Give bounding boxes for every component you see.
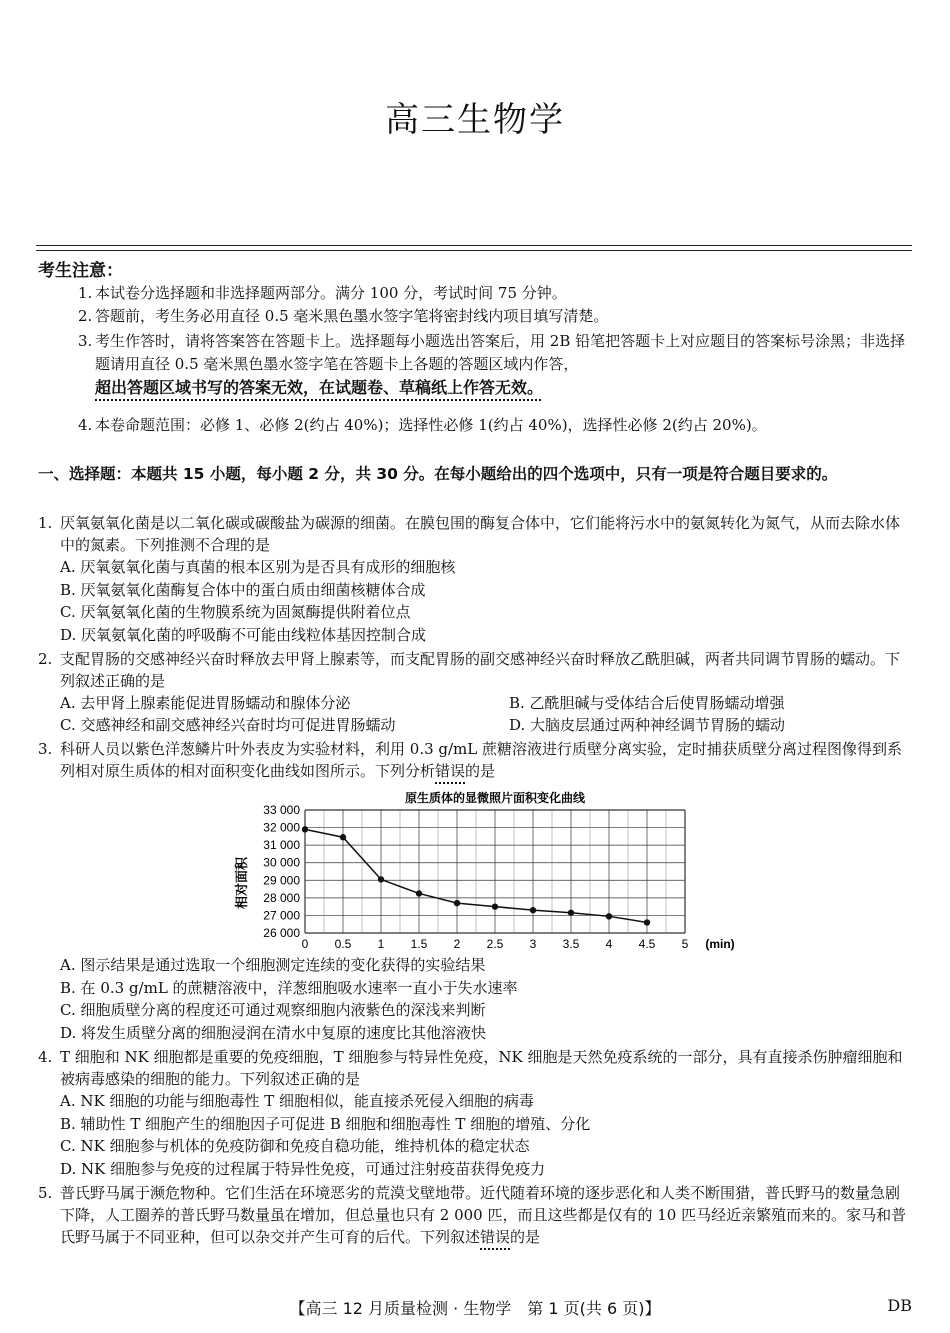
chart-x-tick-label: 1	[377, 937, 385, 951]
question-stem: 支配胃肠的交感神经兴奋时释放去甲肾上腺素等，而支配胃肠的副交感神经兴奋时释放乙酰胆碱，两者共同调节胃肠的蠕动。下列叙述正确的是	[60, 650, 901, 690]
notice-item-text: 答题前，考生务必用直径 0.5 毫米黑色墨水签字笔将密封线内项目填写清楚。	[95, 307, 609, 325]
section-heading: 一、选择题：本题共 15 小题，每小题 2 分，共 30 分。在每小题给出的四个选项中，只有一项是符合题目要求的。	[38, 465, 838, 483]
page-footer: 【高三 12 月质量检测 · 生物学 第 1 页(共 6 页)】	[289, 1299, 661, 1318]
question-1	[38, 512, 914, 556]
notice-item-text: 考生作答时，请将答案答在答题卡上。选择题每小题选出答案后，用 2B 铅笔把答题卡上对应题目的答案标号涂黑；非选择题请用直径 0.5 毫米黑色墨水签字笔在答题卡上各题的答题区域内作答，	[95, 332, 906, 373]
chart-data-point	[492, 903, 498, 909]
question-4	[38, 1046, 914, 1090]
question-stem-end: 的是	[510, 1228, 541, 1246]
chart-y-tick-label: 28 000	[263, 890, 300, 905]
option-b: B. 在 0.3 g/mL 的蔗糖溶液中，洋葱细胞吸水速率一直小于失水速率	[60, 979, 518, 997]
header-rule	[36, 245, 912, 246]
option-c: C. NK 细胞参与机体的免疫防御和免疫自稳功能，维持机体的稳定状态	[60, 1137, 530, 1155]
chart-x-tick-label: 3.5	[562, 937, 580, 951]
question-stem-body	[60, 1182, 914, 1248]
chart-x-tick-label: 0	[301, 937, 309, 951]
chart-x-tick-label: 1.5	[410, 937, 428, 951]
chart-y-tick-label: 26 000	[263, 926, 300, 940]
option-d: D. 将发生质壁分离的细胞浸润在清水中复原的速度比其他溶液快	[60, 1024, 487, 1042]
question-2	[38, 648, 914, 692]
question-stem-end: 的是	[465, 762, 496, 780]
notice-item-body	[95, 330, 914, 400]
chart-x-tick-label: 2	[453, 937, 461, 951]
notice-emphasis: 超出答题区域书写的答案无效，在试题卷、草稿纸上作答无效。	[95, 378, 544, 397]
option-d: D. NK 细胞参与免疫的过程属于特异性免疫，可通过注射疫苗获得免疫力	[60, 1160, 546, 1178]
chart-x-tick-label: 2.5	[486, 937, 504, 951]
question-emphasis: 错误	[480, 1228, 511, 1246]
chart-data-point	[302, 826, 308, 832]
option-a: A. 去甲肾上腺素能促进胃肠蠕动和腺体分泌	[60, 694, 351, 712]
question-number: 5.	[38, 1184, 53, 1202]
option-d: D. 大脑皮层通过两种神经调节胃肠的蠕动	[509, 716, 786, 734]
chart-data-point	[454, 900, 460, 906]
question-number: 1.	[38, 514, 53, 532]
question-stem: 科研人员以紫色洋葱鳞片叶外表皮为实验材料，利用 0.3 g/mL 蔗糖溶液进行质壁分离实验，定时捕获质壁分离过程图像得到系列相对原生质体的相对面积变化曲线如图所示。下列分析	[60, 740, 903, 780]
notice-item-number: 2.	[78, 307, 93, 325]
chart-data-point	[340, 834, 346, 840]
notice-item-text: 本卷命题范围：必修 1、必修 2(约占 40%)；选择性必修 1(约占 40%)，选择性必修 2(约占 20%)。	[95, 416, 767, 434]
chart-y-tick-label: 33 000	[263, 803, 300, 817]
chart-y-tick-label: 29 000	[263, 873, 300, 888]
notice-item-text: 本试卷分选择题和非选择题两部分。满分 100 分，考试时间 75 分钟。	[95, 284, 567, 302]
question-number: 4.	[38, 1048, 53, 1066]
option-b: B. 乙酰胆碱与受体结合后使胃肠蠕动增强	[509, 694, 785, 712]
chart-data-point	[568, 910, 574, 916]
question-5	[38, 1182, 914, 1248]
notice-heading: 考生注意：	[38, 261, 123, 281]
chart-data-point	[378, 876, 384, 882]
question-3	[38, 738, 914, 782]
option-c: C. 细胞质壁分离的程度还可通过观察细胞内液紫色的深浅来判断	[60, 1001, 486, 1019]
chart-x-tick-label: 0.5	[334, 937, 352, 951]
chart-data-point	[416, 890, 422, 896]
chart-grid	[305, 810, 685, 933]
chart-y-tick-label: 32 000	[263, 820, 300, 835]
option-b: B. 辅助性 T 细胞产生的细胞因子可促进 B 细胞和细胞毒性 T 细胞的增殖、分化	[60, 1115, 591, 1133]
option-a: A. 厌氧氨氧化菌与真菌的根本区别为是否具有成形的细胞核	[60, 558, 456, 576]
notice-item	[78, 330, 914, 400]
chart-data-point	[530, 907, 536, 913]
option-a: A. NK 细胞的功能与细胞毒性 T 细胞相似，能直接杀死侵入细胞的病毒	[60, 1092, 535, 1110]
chart-y-tick-label: 27 000	[263, 908, 300, 923]
chart-y-tick-label: 31 000	[263, 838, 300, 853]
notice-item	[78, 282, 914, 305]
option-c: C. 交感神经和副交感神经兴奋时均可促进胃肠蠕动	[60, 716, 396, 734]
question-emphasis: 错误	[435, 762, 466, 780]
option-d: D. 厌氧氨氧化菌的呼吸酶不可能由线粒体基因控制合成	[60, 626, 427, 644]
question-stem: 普氏野马属于濒危物种。它们生活在环境恶劣的荒漠戈壁地带。近代随着环境的逐步恶化和人类不断围猎，普氏野马的数量急剧下降，人工圈养的普氏野马数量虽在增加，但总量也只有 2 000 匹，而且这些都是仅有的 10 匹马经近亲繁殖而来的。家马和普氏野马属于不同亚种，但可以杂交并产生可育的后代。下列叙述	[60, 1184, 907, 1246]
chart-data-point	[644, 919, 650, 925]
question-number: 3.	[38, 740, 53, 758]
notice-item-number: 3.	[78, 332, 93, 350]
chart-data-point	[606, 913, 612, 919]
chart-title: 原生质体的显微照片面积变化曲线	[404, 791, 586, 805]
chart-x-axis-label: (min)	[705, 937, 735, 951]
question-stem-body	[60, 738, 914, 782]
option-b: B. 厌氧氨氧化菌酶复合体中的蛋白质由细菌核糖体合成	[60, 581, 426, 599]
notice-item	[78, 414, 914, 437]
chart-y-axis-label: 相对面积	[234, 856, 249, 910]
option-a: A. 图示结果是通过选取一个细胞测定连续的变化获得的实验结果	[60, 956, 486, 974]
chart-x-tick-label: 5	[681, 937, 689, 951]
question-stem: T 细胞和 NK 细胞都是重要的免疫细胞，T 细胞参与特异性免疫，NK 细胞是天然免疫系统的一部分，具有直接杀伤肿瘤细胞和被病毒感染的细胞的能力。下列叙述正确的是	[60, 1048, 903, 1088]
notice-item	[78, 305, 914, 328]
question-stem: 厌氧氨氧化菌是以二氧化碳或碳酸盐为碳源的细菌。在膜包围的酶复合体中，它们能将污水中的氨氮转化为氮气，从而去除水体中的氮素。下列推测不合理的是	[60, 514, 901, 554]
option-c: C. 厌氧氨氧化菌的生物膜系统为固氮酶提供附着位点	[60, 603, 411, 621]
question-number: 2.	[38, 650, 53, 668]
chart-x-tick-label: 4	[605, 937, 613, 951]
chart-x-tick-label: 3	[529, 937, 537, 951]
area-change-line-chart	[230, 788, 740, 956]
notice-item-number: 4.	[78, 416, 93, 434]
header-rule-thin	[36, 250, 912, 251]
footer-code: DB	[887, 1296, 912, 1315]
chart-y-ticks	[263, 803, 300, 940]
page-title: 高三生物学	[385, 100, 565, 140]
chart-x-ticks	[302, 937, 689, 951]
chart-x-tick-label: 4.5	[638, 937, 656, 951]
notice-item-number: 1.	[78, 284, 93, 302]
chart-y-tick-label: 30 000	[263, 855, 300, 870]
